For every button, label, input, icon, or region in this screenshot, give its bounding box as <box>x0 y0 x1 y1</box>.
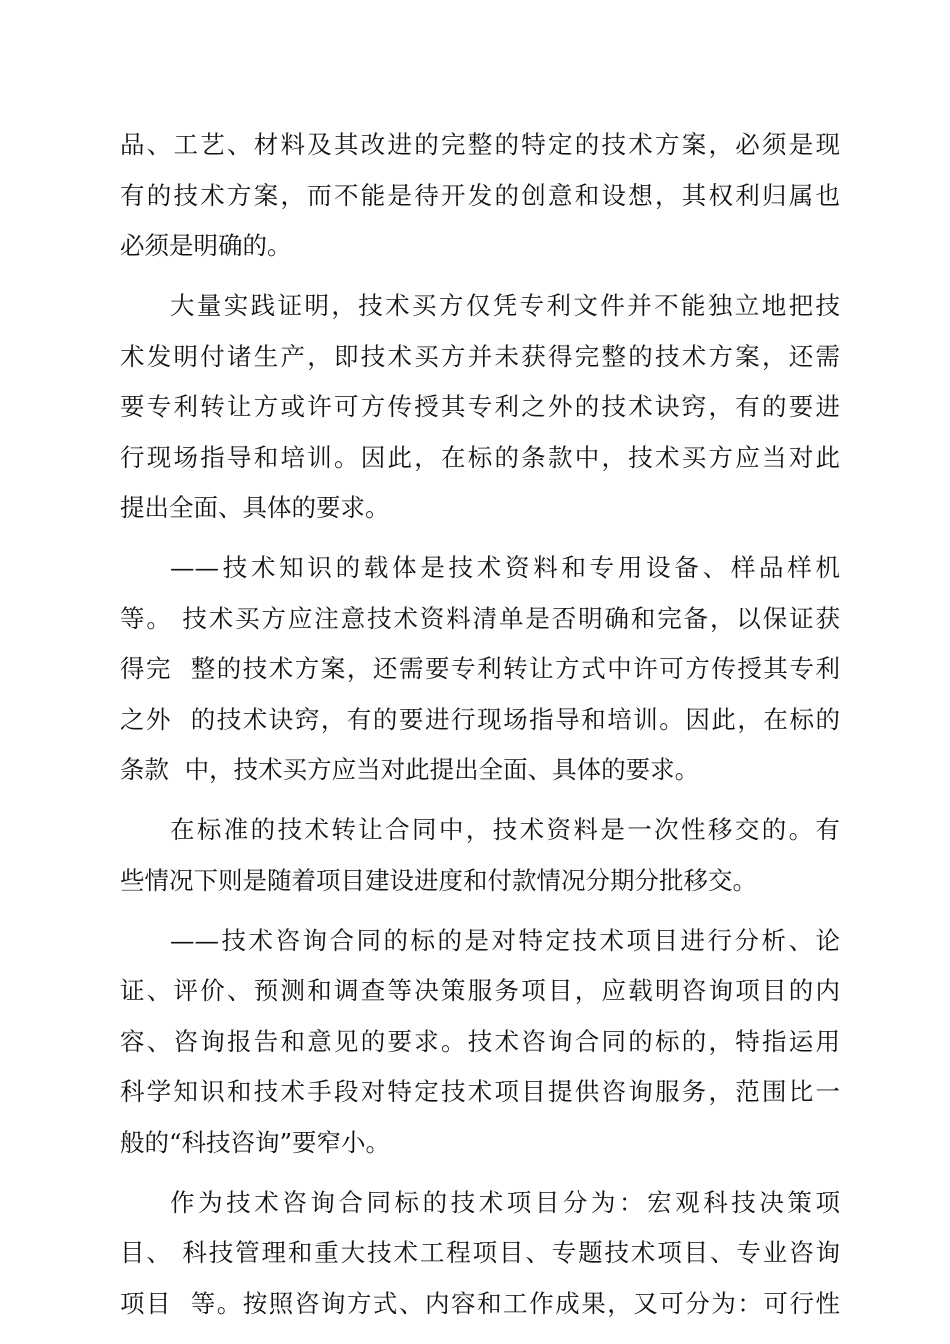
text-line: 行现场指导和培训。因此，在标的条款中，技术买方应当对此 <box>120 442 840 472</box>
text-line: 要专利转让方或许可方传授其专利之外的技术诀窍，有的要进 <box>120 392 840 421</box>
text-line: 大量实践证明，技术买方仅凭专利文件并不能独立地把技 <box>170 291 840 320</box>
text-line: 得完 整的技术方案，还需要专利转让方式中许可方传授其专利 <box>120 654 840 683</box>
text-line: 有的技术方案，而不能是待开发的创意和设想，其权利归属也 <box>120 180 840 210</box>
text-line: ——技术知识的载体是技术资料和专用设备、样品样机 <box>170 553 840 582</box>
text-line: 条款 中，技术买方应当对此提出全面、具体的要求。 <box>120 755 700 784</box>
text-line: 之外 的技术诀窍，有的要进行现场指导和培训。因此，在标的 <box>120 704 840 734</box>
document-body <box>120 120 840 1339</box>
paragraph-5 <box>120 916 840 1169</box>
text-line: 必须是明确的。 <box>120 231 292 260</box>
paragraph-4 <box>120 805 840 906</box>
paragraph-1 <box>120 120 840 272</box>
text-line: ——技术咨询合同的标的是对特定技术项目进行分析、论 <box>170 925 840 955</box>
text-line: 品、工艺、材料及其改进的完整的特定的技术方案，必须是现 <box>120 130 840 159</box>
text-line: 容、咨询报告和意见的要求。技术咨询合同的标的，特指运用 <box>120 1026 840 1056</box>
text-line: 术发明付诸生产，即技术买方并未获得完整的技术方案，还需 <box>120 341 840 371</box>
text-line: 在标准的技术转让合同中，技术资料是一次性移交的。有 <box>170 815 840 844</box>
text-line: 科学知识和技术手段对特定技术项目提供咨询服务，范围比一 <box>120 1077 840 1106</box>
paragraph-2 <box>120 281 840 534</box>
text-line: 提出全面、具体的要求。 <box>120 493 390 522</box>
paragraph-6 <box>120 1178 840 1330</box>
text-line: 些情况下则是随着项目建设进度和付款情况分期分批移交。 <box>120 865 757 895</box>
text-line: 项目 等。按照咨询方式、内容和工作成果，又可分为：可行性 <box>120 1288 840 1318</box>
text-line: 般的“科技咨询”要窄小。 <box>120 1127 391 1157</box>
text-line: 等。 技术买方应注意技术资料清单是否明确和完备，以保证获 <box>120 603 840 633</box>
text-line: 作为技术咨询合同标的技术项目分为：宏观科技决策项 <box>170 1187 840 1217</box>
text-line: 证、评价、预测和调查等决策服务项目，应载明咨询项目的内 <box>120 976 840 1005</box>
paragraph-3 <box>120 543 840 796</box>
text-line: 目、 科技管理和重大技术工程项目、专题技术项目、专业咨询 <box>120 1238 840 1267</box>
